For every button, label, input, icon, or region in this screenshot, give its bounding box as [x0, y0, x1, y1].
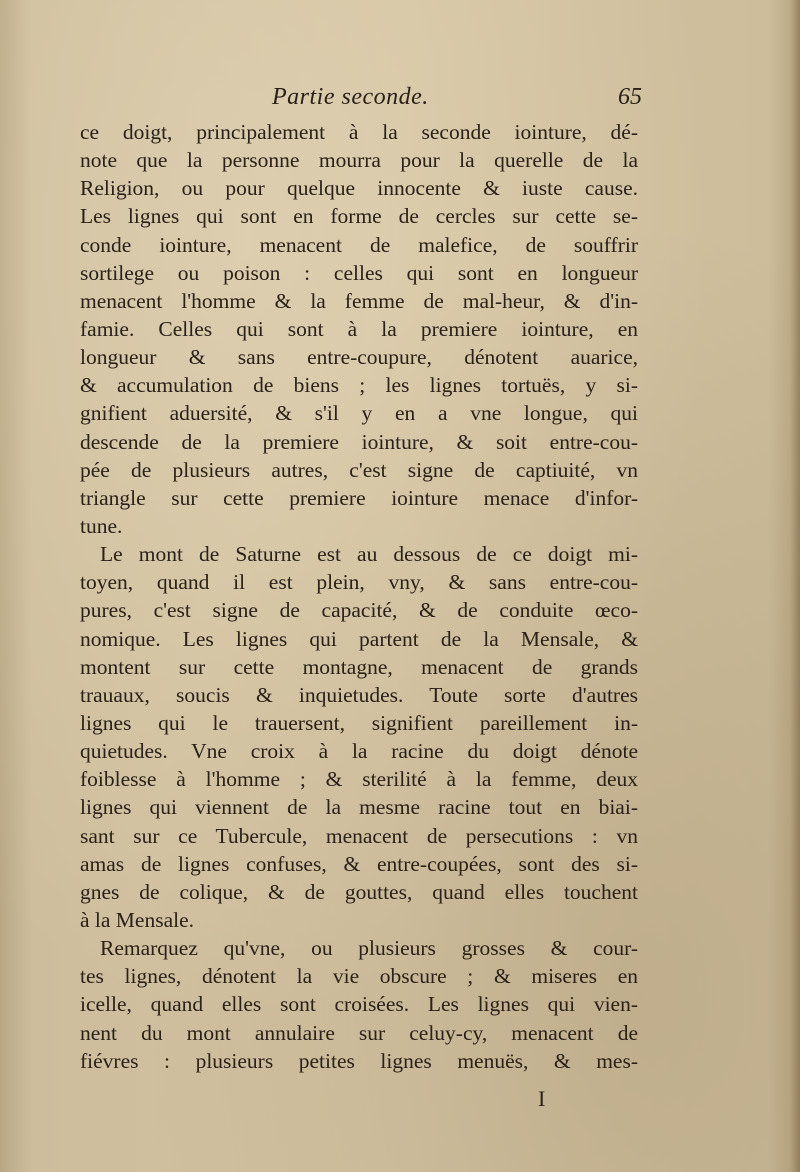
- page-header: [84, 84, 642, 118]
- running-title: Partie seconde.: [272, 84, 429, 110]
- text-line: à la Mensale.: [80, 907, 195, 932]
- text-line: Les lignes qui sont en forme de cercles sur cette se-: [80, 204, 638, 229]
- text-line: lignes qui le trauersent, signifient pareillement in-: [80, 710, 638, 735]
- text-line: longueur & sans entre-coupure, dénotent auarice,: [80, 345, 638, 370]
- text-line: menacent l'homme & la femme de mal-heur, & d'in-: [80, 288, 638, 313]
- text-line: icelle, quand elles sont croisées. Les lignes qui vien-: [80, 992, 638, 1017]
- text-line: tune.: [80, 513, 123, 538]
- body-text: [80, 118, 638, 1075]
- text-line: conde iointure, menacent de malefice, de souffrir: [80, 232, 638, 257]
- text-line: toyen, quand il est plein, vny, & sans entre-cou-: [80, 570, 638, 595]
- text-line: montent sur cette montagne, menacent de grands: [80, 654, 638, 679]
- text-line: note que la personne mourra pour la querelle de la: [80, 148, 638, 173]
- text-line: gnes de colique, & de gouttes, quand elles touchent: [80, 879, 638, 904]
- text-line: famie. Celles qui sont à la premiere iointure, en: [80, 316, 638, 341]
- text-line: nent du mont annulaire sur celuy-cy, menacent de: [80, 1020, 638, 1045]
- signature-mark: I: [538, 1086, 546, 1111]
- text-line: sant sur ce Tubercule, menacent de persecutions : vn: [80, 823, 638, 848]
- page-edge-shadow: [790, 0, 800, 1172]
- text-line: ce doigt, principalement à la seconde iointure, dé-: [80, 120, 638, 144]
- text-line: fiévres : plusieurs petites lignes menuës, & mes-: [80, 1048, 638, 1073]
- text-line: sortilege ou poison : celles qui sont en longueur: [80, 260, 638, 285]
- text-line: Religion, ou pour quelque innocente & iuste cause.: [80, 176, 638, 201]
- text-line: nomique. Les lignes qui partent de la Mensale, &: [80, 626, 638, 651]
- page-number: 65: [618, 84, 642, 110]
- text-line: pures, c'est signe de capacité, & de conduite œco-: [80, 598, 638, 623]
- text-line: quietudes. Vne croix à la racine du doigt dénote: [80, 739, 638, 764]
- text-line: amas de lignes confuses, & entre-coupées, sont des si-: [80, 851, 638, 876]
- text-line: Le mont de Saturne est au dessous de ce doigt mi-: [100, 542, 638, 567]
- text-line: foiblesse à l'homme ; & sterilité à la femme, deux: [80, 767, 638, 792]
- text-line: triangle sur cette premiere iointure menace d'infor-: [80, 485, 638, 510]
- text-line: Remarquez qu'vne, ou plusieurs grosses & cour-: [100, 936, 638, 961]
- text-line: gnifient aduersité, & s'il y en a vne longue, qui: [80, 401, 638, 426]
- text-line: & accumulation de biens ; les lignes tortuës, y si-: [80, 373, 638, 398]
- text-line: pée de plusieurs autres, c'est signe de captiuité, vn: [80, 457, 638, 482]
- text-line: descende de la premiere iointure, & soit entre-cou-: [80, 429, 638, 454]
- text-line: trauaux, soucis & inquietudes. Toute sorte d'autres: [80, 682, 638, 707]
- text-line: tes lignes, dénotent la vie obscure ; & miseres en: [80, 964, 638, 989]
- text-line: lignes qui viennent de la mesme racine tout en biai-: [80, 795, 638, 820]
